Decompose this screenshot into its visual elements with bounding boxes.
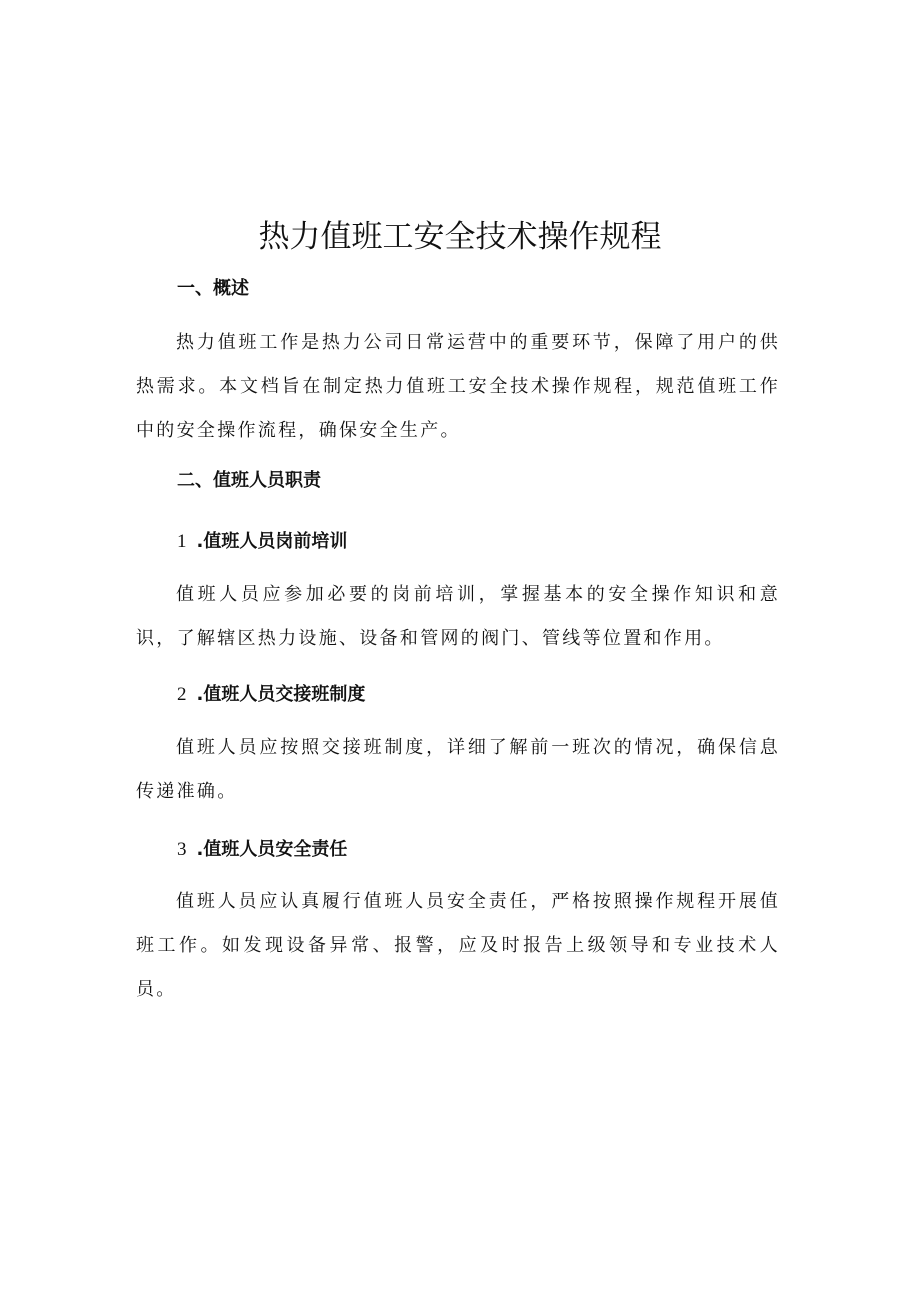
subsection-number: 2 (177, 684, 187, 705)
subsection-title: .值班人员安全责任 (196, 839, 348, 860)
subsection-heading-responsibility (177, 836, 347, 864)
responsibility-paragraph: 值班人员应认真履行值班人员安全责任，严格按照操作规程开展值班工作。如发现设备异常、报警，应及时报告上级领导和专业技术人员。 (136, 891, 780, 1000)
subsection-number: 1 (177, 531, 187, 552)
subsection-heading-handover (177, 681, 365, 709)
subsection-number: 3 (177, 839, 187, 860)
subsection-title: .值班人员交接班制度 (196, 684, 366, 705)
handover-paragraph: 值班人员应按照交接班制度，详细了解前一班次的情况，确保信息传递准确。 (136, 737, 780, 802)
section-heading-duties: 二、值班人员职责 (177, 470, 321, 491)
section-heading-overview: 一、概述 (177, 278, 249, 299)
subsection-title: .值班人员岗前培训 (196, 531, 348, 552)
training-paragraph: 值班人员应参加必要的岗前培训，掌握基本的安全操作知识和意识，了解辖区热力设施、设备和管网的阀门、管线等位置和作用。 (136, 584, 780, 649)
subsection-heading-training (177, 528, 347, 556)
overview-paragraph: 热力值班工作是热力公司日常运营中的重要环节，保障了用户的供热需求。本文档旨在制定热力值班工安全技术操作规程，规范值班工作中的安全操作流程，确保安全生产。 (136, 332, 780, 441)
document-title: 热力值班工安全技术操作规程 (258, 219, 662, 255)
